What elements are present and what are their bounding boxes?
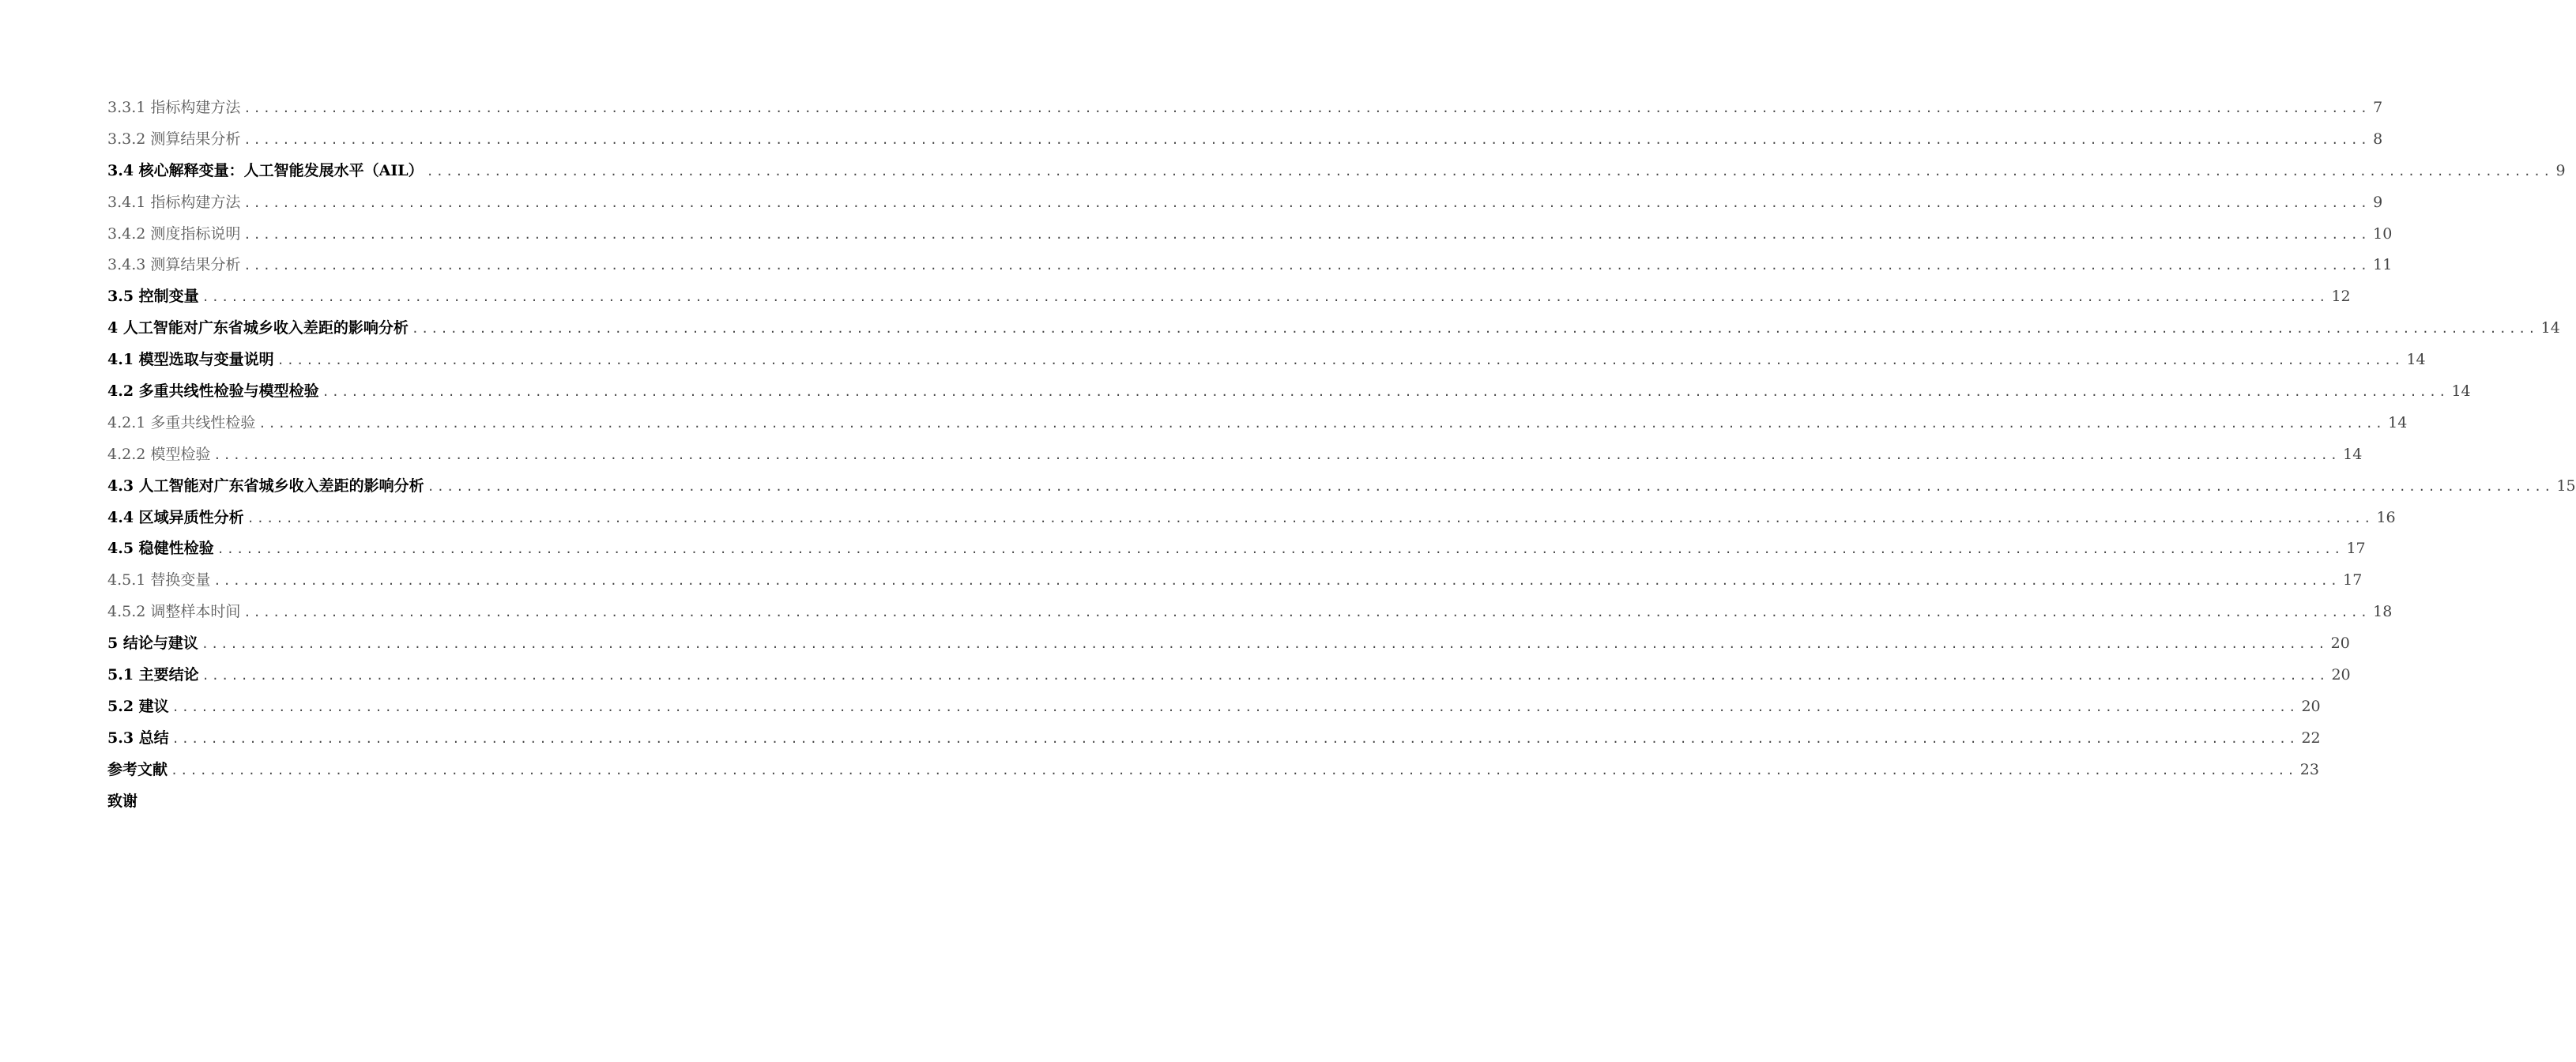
toc-leader-dots: ............................................................................................................................................................................................................................ (426, 164, 2553, 179)
toc-entry-title: 3.3.1 指标构建方法 (107, 99, 241, 116)
toc-entry-title: 4.3 人工智能对广东省城乡收入差距的影响分析 (107, 476, 424, 495)
toc-entry-page: 7 (2373, 99, 2383, 116)
toc-entry[interactable] (107, 124, 2383, 156)
toc-entry[interactable] (107, 281, 2351, 313)
toc-entry-page: 9 (2555, 161, 2566, 179)
toc-entry-page: 14 (2451, 382, 2471, 401)
toc-leader-dots: ............................................................................................................................................................................................................................ (201, 668, 2329, 684)
toc-entry-page: 14 (2540, 319, 2560, 337)
toc-leader-dots: ............................................................................................................................................................................................................................ (201, 290, 2329, 305)
toc-entry-title: 4.2.1 多重共线性检验 (107, 413, 256, 431)
toc-leader-dots: ............................................................................................................................................................................................................................ (258, 416, 2386, 431)
toc-leader-dots: ............................................................................................................................................................................................................................ (171, 763, 2297, 778)
toc-leader-dots: ............................................................................................................................................................................................................................ (213, 447, 2341, 462)
toc-entry-title: 3.4.2 测度指标说明 (107, 224, 241, 243)
toc-entry-page: 12 (2331, 288, 2351, 306)
toc-entry-page: 9 (2373, 193, 2383, 211)
toc-entry[interactable] (107, 597, 2393, 628)
toc-leader-dots: ............................................................................................................................................................................................................................ (243, 258, 2371, 273)
toc-entry-page: 20 (2331, 666, 2351, 684)
toc-leader-dots: ............................................................................................................................................................................................................................ (247, 510, 2374, 525)
toc-entry-page: 11 (2373, 256, 2393, 274)
toc-entry-title: 5.1 主要结论 (107, 666, 199, 684)
toc-entry-title: 4.2 多重共线性检验与模型检验 (107, 382, 319, 401)
toc-leader-dots: ............................................................................................................................................................................................................................ (277, 353, 2404, 368)
toc-entry[interactable] (107, 187, 2383, 219)
toc-entry-title: 3.4 核心解释变量：人工智能发展水平（AIL） (107, 161, 424, 179)
toc-entry-title: 4.5.1 替换变量 (107, 571, 211, 589)
toc-entry-page: 17 (2343, 571, 2363, 589)
toc-entry[interactable] (107, 92, 2383, 124)
toc-leader-dots: ............................................................................................................................................................................................................................ (171, 731, 2299, 746)
toc-entry-page: 23 (2299, 760, 2319, 778)
toc-entry[interactable] (107, 533, 2366, 565)
toc-entry[interactable] (107, 660, 2351, 691)
toc-entry-page: 17 (2346, 540, 2366, 558)
toc-leader-dots: ............................................................................................................................................................................................................................ (322, 385, 2449, 400)
toc-entry[interactable] (107, 376, 2471, 408)
toc-entry-page: 14 (2406, 351, 2426, 369)
toc-entry-page: 16 (2376, 508, 2396, 526)
toc-entry-title: 4.1 模型选取与变量说明 (107, 351, 274, 369)
toc-leader-dots: ............................................................................................................................................................................................................................ (217, 542, 2344, 557)
toc-entry-title: 5.2 建议 (107, 697, 169, 715)
toc-leader-dots: ............................................................................................................................................................................................................................ (243, 605, 2371, 620)
toc-entry-page: 10 (2373, 224, 2393, 243)
toc-entry[interactable] (107, 755, 2319, 786)
toc-entry[interactable] (107, 723, 2321, 755)
toc-entry-title: 4 人工智能对广东省城乡收入差距的影响分析 (107, 319, 409, 337)
toc-entry-page: 20 (2301, 697, 2321, 715)
toc-entry-page: 14 (2388, 413, 2408, 431)
toc-entry[interactable] (107, 408, 2408, 439)
toc-leader-dots: ............................................................................................................................................................................................................................ (243, 132, 2371, 147)
toc-entry-title: 5 结论与建议 (107, 635, 198, 653)
toc-leader-dots: ............................................................................................................................................................................................................................ (427, 479, 2554, 494)
toc-entry[interactable] (107, 250, 2393, 281)
toc-entry-title: 3.5 控制变量 (107, 288, 199, 306)
toc-entry[interactable] (107, 503, 2396, 534)
toc-entry-title: 5.3 总结 (107, 729, 169, 747)
toc-entry-title: 3.4.1 指标构建方法 (107, 193, 241, 211)
toc-entry-title: 4.5.2 调整样本时间 (107, 603, 241, 621)
toc-entry-title: 4.4 区域异质性分析 (107, 508, 244, 526)
toc-leader-dots: ............................................................................................................................................................................................................................ (213, 574, 2341, 589)
toc-entry[interactable] (107, 219, 2393, 250)
toc-entry-page: 22 (2301, 729, 2321, 747)
toc-entry[interactable] (107, 628, 2350, 660)
toc-entry-title: 4.2.2 模型检验 (107, 445, 211, 463)
toc-entry[interactable] (107, 313, 2560, 345)
toc-entry[interactable] (107, 786, 672, 818)
toc-entry-title: 参考文献 (107, 760, 168, 778)
toc-entry[interactable] (107, 156, 2566, 187)
toc-entry-page: 14 (2343, 445, 2363, 463)
toc-entry-page: 15 (2556, 476, 2576, 495)
toc-entry[interactable] (107, 691, 2321, 723)
toc-leader-dots: ............................................................................................................................................................................................................................ (243, 227, 2371, 242)
toc-entry[interactable] (107, 471, 2576, 503)
table-of-contents (107, 92, 2576, 817)
toc-entry[interactable] (107, 565, 2363, 597)
toc-leader-dots: ............................................................................................................................................................................................................................ (171, 699, 2299, 714)
toc-entry-title: 3.3.2 测算结果分析 (107, 130, 241, 148)
toc-entry-page: 18 (2373, 603, 2393, 621)
toc-entry[interactable] (107, 439, 2363, 471)
toc-entry-page: 8 (2373, 130, 2383, 148)
toc-leader-dots: ............................................................................................................................................................................................................................ (411, 322, 2538, 337)
toc-leader-dots: ............................................................................................................................................................................................................................ (201, 637, 2328, 652)
toc-entry-page: 20 (2330, 635, 2350, 653)
toc-leader-dots: ............................................................................................................................................................................................................................ (243, 195, 2371, 210)
toc-entry-title: 4.5 稳健性检验 (107, 540, 214, 558)
toc-entry-title: 3.4.3 测算结果分析 (107, 256, 241, 274)
toc-entry[interactable] (107, 345, 2426, 376)
toc-entry-title: 致谢 (107, 792, 138, 810)
toc-leader-dots: ............................................................................................................................................................................................................................ (243, 101, 2371, 115)
